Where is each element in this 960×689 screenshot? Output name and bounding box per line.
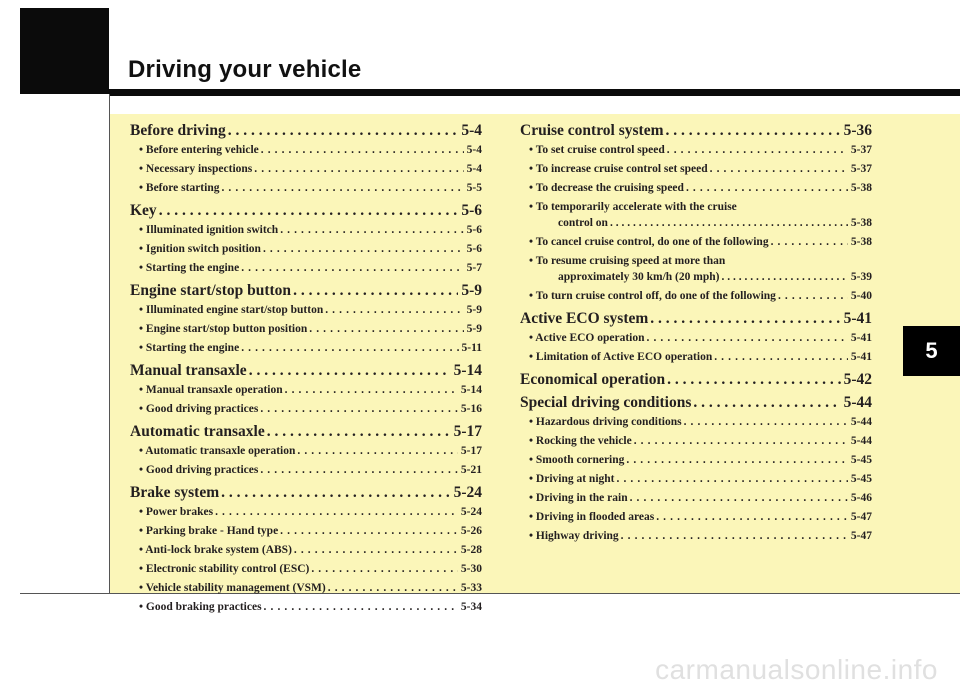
- toc-page-number: 5-37: [850, 163, 872, 175]
- dot-leader: [278, 224, 463, 236]
- toc-entry-label: • Hazardous driving conditions: [529, 416, 682, 428]
- toc-entry-label: • Vehicle stability management (VSM): [139, 582, 326, 594]
- toc-page-number: 5-9: [466, 304, 482, 316]
- toc-entry-label: • Electronic stability control (ESC): [139, 563, 309, 575]
- toc-page-number: 5-14: [453, 362, 482, 379]
- dot-leader: [665, 371, 840, 389]
- toc-subentry[interactable]: [130, 384, 482, 403]
- dot-leader: [239, 262, 463, 274]
- toc-page-number: 5-38: [850, 217, 872, 229]
- toc-entry-label: • Starting the engine: [139, 342, 239, 354]
- toc-page-number: 5-37: [850, 144, 872, 156]
- toc-subentry[interactable]: • To resume cruising speed at more than: [520, 255, 872, 271]
- toc-page-number: 5-42: [843, 371, 872, 388]
- toc-subentry[interactable]: [130, 445, 482, 464]
- toc-subentry[interactable]: [130, 243, 482, 262]
- toc-subentry[interactable]: [520, 511, 872, 530]
- dot-leader: [213, 506, 458, 518]
- toc-entry-label: Brake system: [130, 484, 220, 501]
- toc-page-number: 5-11: [461, 342, 482, 354]
- toc-entry-label: • To turn cruise control off, do one of the following: [529, 290, 776, 302]
- toc-page-number: 5-17: [453, 423, 482, 440]
- toc-subentry[interactable]: [130, 224, 482, 243]
- dot-leader: [323, 304, 463, 316]
- toc-entry-label: Active ECO system: [520, 310, 649, 327]
- dot-leader: [615, 473, 848, 485]
- dot-leader: [708, 163, 848, 175]
- toc-entry-label: • Driving in flooded areas: [529, 511, 654, 523]
- dot-leader: [265, 423, 451, 441]
- toc-page-number: 5-47: [850, 530, 872, 542]
- dot-leader: [219, 182, 463, 194]
- toc-entry-label: Engine start/stop button: [130, 282, 292, 299]
- toc-subentry[interactable]: [130, 506, 482, 525]
- toc-subentry[interactable]: [130, 262, 482, 281]
- toc-entry-label: • Engine start/stop button position: [139, 323, 307, 335]
- dot-leader: [292, 544, 458, 556]
- toc-entry-label: Key: [130, 202, 157, 219]
- toc-page-number: 5-41: [850, 351, 872, 363]
- dot-leader: [157, 202, 459, 220]
- dot-leader: [691, 394, 840, 412]
- toc-subentry[interactable]: [520, 332, 872, 351]
- toc-subentry[interactable]: [520, 163, 872, 182]
- dot-leader: [326, 582, 458, 594]
- toc-page-number: 5-36: [843, 122, 872, 139]
- toc-entry-label: • Driving in the rain: [529, 492, 628, 504]
- dot-leader: [291, 282, 458, 300]
- toc-subentry[interactable]: [520, 351, 872, 370]
- toc-page-number: 5-6: [466, 224, 482, 236]
- toc-left-column: [130, 121, 482, 620]
- toc-subentry[interactable]: [520, 530, 872, 549]
- toc-page-number: 5-41: [850, 332, 872, 344]
- toc-entry-label: • Smooth cornering: [529, 454, 624, 466]
- toc-section-entry[interactable]: [130, 202, 482, 224]
- dot-leader: [645, 332, 848, 344]
- toc-section-entry[interactable]: [130, 282, 482, 304]
- toc-entry-label: • Limitation of Active ECO operation: [529, 351, 712, 363]
- dot-leader: [258, 464, 458, 476]
- toc-page-number: 5-6: [461, 202, 482, 219]
- toc-page-number: 5-17: [460, 445, 482, 457]
- toc-entry-label: control on: [558, 217, 608, 229]
- toc-entry-label: • Starting the engine: [139, 262, 239, 274]
- toc-page-number: 5-45: [850, 473, 872, 485]
- toc-subentry[interactable]: [520, 454, 872, 473]
- dot-leader: [654, 511, 848, 523]
- toc-page-number: 5-16: [460, 403, 482, 415]
- toc-entry-label: • Ignition switch position: [139, 243, 261, 255]
- toc-subentry[interactable]: [520, 236, 872, 255]
- dot-leader: [258, 403, 458, 415]
- toc-subentry-continued[interactable]: [520, 271, 872, 290]
- toc-entry-label: • To cancel cruise control, do one of the following: [529, 236, 769, 248]
- toc-entry-label: • Illuminated engine start/stop button: [139, 304, 323, 316]
- toc-subentry[interactable]: [130, 403, 482, 422]
- watermark: carmanualsonline.info: [655, 654, 938, 685]
- toc-page-number: 5-47: [850, 511, 872, 523]
- dot-leader: [219, 484, 450, 502]
- dot-leader: [608, 217, 848, 229]
- dot-leader: [278, 525, 458, 537]
- toc-subentry-continued[interactable]: [520, 217, 872, 236]
- toc-entry-label: • Illuminated ignition switch: [139, 224, 278, 236]
- toc-subentry[interactable]: [520, 290, 872, 309]
- toc-entry-label: • Before starting: [139, 182, 219, 194]
- dot-leader: [226, 122, 459, 140]
- toc-entry-label: • Active ECO operation: [529, 332, 645, 344]
- toc-page-number: 5-7: [466, 262, 482, 274]
- toc-page-number: 5-38: [850, 182, 872, 194]
- toc-section-entry[interactable]: [130, 484, 482, 506]
- dot-leader: [619, 530, 848, 542]
- toc-subentry[interactable]: [130, 304, 482, 323]
- toc-entry-label: Manual transaxle: [130, 362, 247, 379]
- toc-page-number: 5-30: [460, 563, 482, 575]
- toc-page-number: 5-38: [850, 236, 872, 248]
- toc-page-number: 5-21: [460, 464, 482, 476]
- toc-page-number: 5-26: [460, 525, 482, 537]
- toc-subentry[interactable]: [130, 342, 482, 361]
- toc-entry-label: approximately 30 km/h (20 mph): [558, 271, 720, 283]
- toc-subentry[interactable]: [130, 182, 482, 201]
- toc-subentry[interactable]: [130, 525, 482, 544]
- toc-right-column: [520, 121, 872, 549]
- toc-subentry[interactable]: [130, 464, 482, 483]
- toc-section-entry[interactable]: [520, 371, 872, 393]
- toc-entry-label: • Necessary inspections: [139, 163, 252, 175]
- toc-entry-label: • Good driving practices: [139, 403, 258, 415]
- toc-page-number: 5-44: [850, 416, 872, 428]
- toc-page-number: 5-40: [850, 290, 872, 302]
- toc-page-number: 5-44: [850, 435, 872, 447]
- dot-leader: [307, 323, 463, 335]
- dot-leader: [239, 342, 458, 354]
- toc-subentry[interactable]: [130, 323, 482, 342]
- toc-page-number: 5-34: [460, 601, 482, 613]
- chapter-corner-block: [20, 8, 109, 94]
- toc-entry-label: • Rocking the vehicle: [529, 435, 632, 447]
- chapter-tab[interactable]: 5: [903, 326, 960, 376]
- toc-entry-label: Automatic transaxle: [130, 423, 265, 440]
- toc-entry-label: • To decrease the cruising speed: [529, 182, 684, 194]
- dot-leader: [624, 454, 848, 466]
- toc-subentry[interactable]: [520, 182, 872, 201]
- toc-subentry[interactable]: [130, 144, 482, 163]
- toc-subentry[interactable]: [130, 544, 482, 563]
- toc-page-number: 5-9: [466, 323, 482, 335]
- dot-leader: [259, 144, 464, 156]
- dot-leader: [262, 601, 458, 613]
- dot-leader: [776, 290, 848, 302]
- dot-leader: [684, 182, 848, 194]
- toc-section-entry[interactable]: [520, 394, 872, 416]
- toc-entry-label: • To increase cruise control set speed: [529, 163, 708, 175]
- toc-section-entry[interactable]: [130, 122, 482, 144]
- toc-entry-label: • Manual transaxle operation: [139, 384, 283, 396]
- dot-leader: [247, 362, 451, 380]
- dot-leader: [719, 271, 847, 283]
- toc-subentry[interactable]: [130, 163, 482, 182]
- toc-entry-label: • Driving at night: [529, 473, 615, 485]
- dot-leader: [283, 384, 458, 396]
- toc-page-number: 5-41: [843, 310, 872, 327]
- dot-leader: [664, 122, 841, 140]
- toc-entry-label: Special driving conditions: [520, 394, 692, 411]
- toc-entry-label: • Before entering vehicle: [139, 144, 259, 156]
- toc-page-number: 5-5: [466, 182, 482, 194]
- dot-leader: [665, 144, 848, 156]
- toc-entry-label: • Anti-lock brake system (ABS): [139, 544, 292, 556]
- toc-subentry[interactable]: [520, 416, 872, 435]
- toc-page-number: 5-4: [461, 122, 482, 139]
- toc-entry-label: Economical operation: [520, 371, 666, 388]
- dot-leader: [261, 243, 464, 255]
- page-title: Driving your vehicle: [128, 56, 362, 83]
- toc-page-number: 5-33: [460, 582, 482, 594]
- toc-subentry[interactable]: [520, 492, 872, 511]
- toc-entry-label: Cruise control system: [520, 122, 664, 139]
- toc-page-number: 5-46: [850, 492, 872, 504]
- toc-page-number: 5-39: [850, 271, 872, 283]
- dot-leader: [769, 236, 848, 248]
- toc-page-number: 5-24: [453, 484, 482, 501]
- toc-subentry[interactable]: [130, 582, 482, 601]
- dot-leader: [682, 416, 848, 428]
- dot-leader: [712, 351, 848, 363]
- toc-section-entry[interactable]: [130, 362, 482, 384]
- dot-leader: [648, 310, 840, 328]
- toc-subentry[interactable]: [130, 563, 482, 582]
- dot-leader: [252, 163, 463, 175]
- toc-subentry[interactable]: [130, 601, 482, 620]
- header-rule: [109, 89, 960, 96]
- dot-leader: [309, 563, 458, 575]
- left-margin-rule: [109, 94, 110, 594]
- toc-subentry[interactable]: [520, 473, 872, 492]
- toc-entry-label: • Parking brake - Hand type: [139, 525, 278, 537]
- toc-page-number: 5-4: [466, 163, 482, 175]
- dot-leader: [632, 435, 848, 447]
- toc-page-number: 5-6: [466, 243, 482, 255]
- toc-entry-label: • Highway driving: [529, 530, 619, 542]
- toc-entry-label: • Good braking practices: [139, 601, 262, 613]
- toc-entry-label: Before driving: [130, 122, 226, 139]
- toc-page-number: 5-9: [461, 282, 482, 299]
- toc-page-number: 5-45: [850, 454, 872, 466]
- toc-section-entry[interactable]: [520, 122, 872, 144]
- toc-subentry[interactable]: • To temporarily accelerate with the cruise: [520, 201, 872, 217]
- toc-page-number: 5-14: [460, 384, 482, 396]
- toc-page-number: 5-28: [460, 544, 482, 556]
- toc-entry-label: • Good driving practices: [139, 464, 258, 476]
- toc-entry-label: • Automatic transaxle operation: [139, 445, 295, 457]
- toc-page-number: 5-24: [460, 506, 482, 518]
- toc-section-entry[interactable]: [520, 310, 872, 332]
- toc-page-number: 5-4: [466, 144, 482, 156]
- toc-subentry[interactable]: [520, 144, 872, 163]
- toc-page-number: 5-44: [843, 394, 872, 411]
- toc-entry-label: • Power brakes: [139, 506, 213, 518]
- toc-section-entry[interactable]: [130, 423, 482, 445]
- toc-subentry[interactable]: [520, 435, 872, 454]
- dot-leader: [628, 492, 848, 504]
- toc-entry-label: • To set cruise control speed: [529, 144, 665, 156]
- dot-leader: [295, 445, 458, 457]
